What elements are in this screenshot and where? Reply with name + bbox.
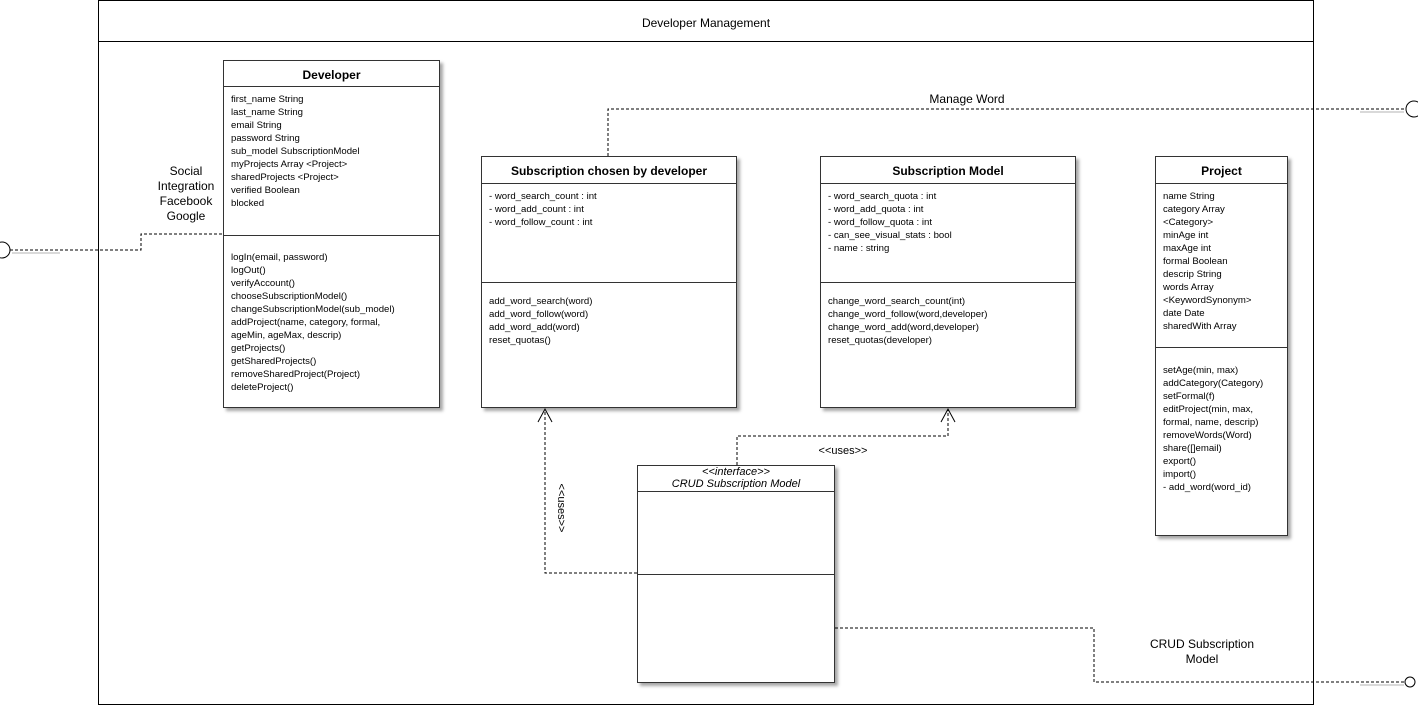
manage-word-label: Manage Word — [929, 92, 1005, 106]
interface-header — [638, 466, 834, 492]
class-attributes: name String category Array <Category> minAge int maxAge int formal Boolean descrip String words Array <KeywordSynonym> date Date sharedWith Array — [1156, 184, 1287, 348]
class-operations: logIn(email, password) logOut() verifyAccount() chooseSubscriptionModel() changeSubscriptionModel(sub_model) addProject(name, category, formal, ageMin, ageMax, descrip) getProjects() getSharedProjects() removeSharedProject(Project) deleteProject() — [231, 252, 395, 393]
manage-word-port — [1406, 101, 1418, 117]
uses-left-label: <<uses>> — [555, 483, 567, 533]
class-name: Project — [1156, 157, 1287, 184]
uses-top-label: <<uses>> — [818, 445, 868, 457]
class-attributes: first_name String last_name String email String password String sub_model SubscriptionModel myProjects Array <Project> sharedProjects <Project> verified Boolean blocked — [224, 87, 439, 236]
interface-stereotype: <<interface>> — [702, 466, 770, 478]
class-attributes — [638, 492, 834, 575]
class-name: CRUD Subscription Model — [671, 478, 801, 490]
social-integration-label: Social Integration Facebook Google — [157, 164, 215, 223]
class-operations: setAge(min, max) addCategory(Category) setFormal(f) editProject(min, max, formal, name, descrip) removeWords(Word) share([]email) export() import() - add_word(word_id) — [1163, 365, 1264, 493]
crud-interface-class[interactable] — [637, 465, 835, 683]
frame-title: Developer Management — [98, 0, 1314, 42]
project-class[interactable] — [1155, 156, 1288, 536]
class-operations: change_word_search_count(int) change_word_follow(word,developer) change_word_add(word,developer) reset_quotas(developer) — [828, 296, 988, 346]
subscription-chosen-class[interactable] — [481, 156, 737, 408]
class-operations — [638, 575, 834, 682]
crud-port-label: CRUD Subscription Model — [1149, 637, 1255, 666]
class-name: Subscription Model — [821, 157, 1075, 184]
class-name: Subscription chosen by developer — [482, 157, 736, 184]
social-port — [0, 242, 10, 258]
subscription-model-class[interactable] — [820, 156, 1076, 408]
class-attributes: - word_search_quota : int - word_add_quota : int - word_follow_quota : int - can_see_visual_stats : bool - name : string — [821, 184, 1075, 283]
crud-port — [1405, 677, 1415, 687]
class-operations: add_word_search(word) add_word_follow(word) add_word_add(word) reset_quotas() — [489, 296, 593, 346]
developer-class[interactable] — [223, 60, 440, 408]
class-name: Developer — [224, 61, 439, 87]
class-attributes: - word_search_count : int - word_add_count : int - word_follow_count : int — [482, 184, 736, 283]
